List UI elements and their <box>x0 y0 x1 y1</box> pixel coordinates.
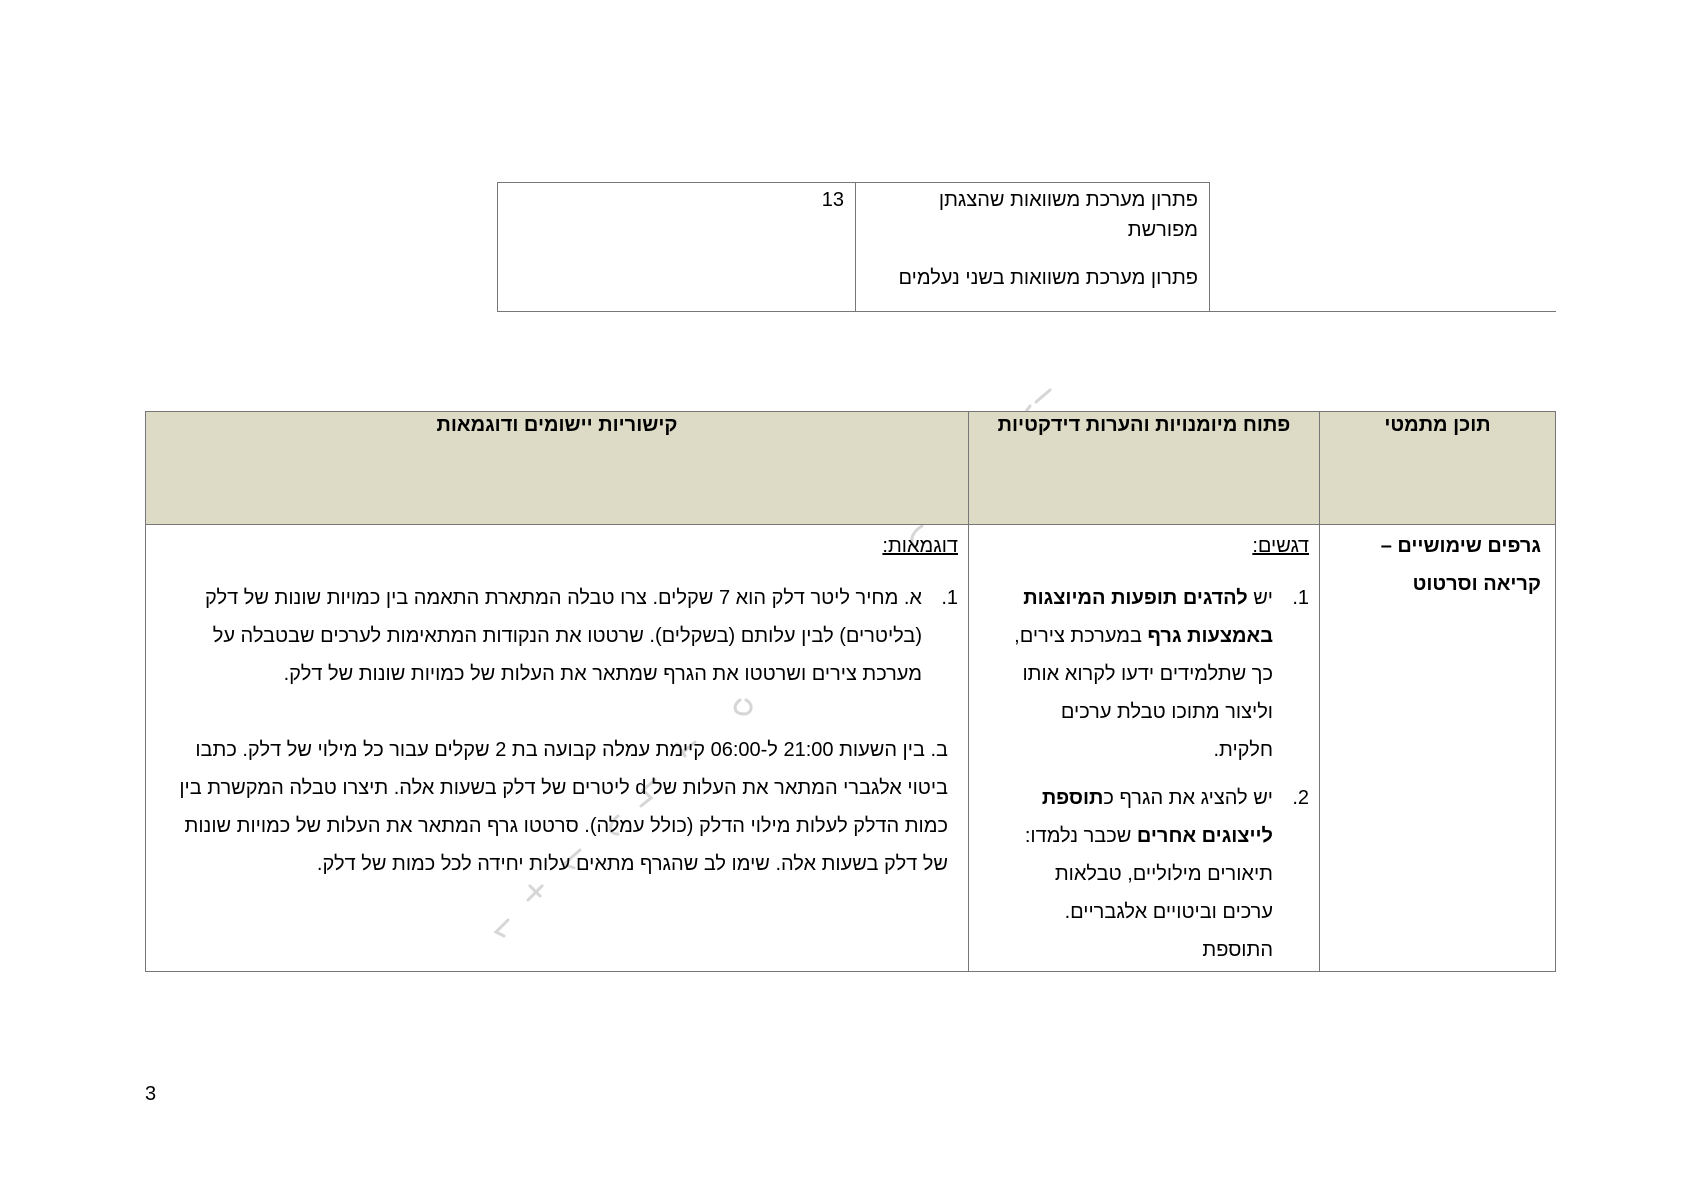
emphasis-1-pre: יש <box>1247 587 1273 609</box>
main-table <box>145 411 1556 972</box>
topic-line-1: פתרון מערכת משוואות שהצגתן <box>938 189 1198 211</box>
emphasis-2-bold: תוספת לייצוגים אחרים <box>1041 787 1273 847</box>
example-a <box>156 579 958 693</box>
emphasis-1-num: 1. <box>1292 587 1309 609</box>
example-a-text: א. מחיר ליטר דלק הוא 7 שקלים. צרו טבלה המתארת התאמה בין כמויות שונות של דלק (בליטרים) לבין עלותם (בשקלים). שרטטו את הנקודות המתאימות לערכים שבטבלה על מערכת צירים ושרטטו את הגרף שמתאר את העלות של כמויות שונות של דלק. <box>204 587 922 685</box>
emphasis-1-bold: להדגים תופעות המיוצגות באמצעות גרף <box>1023 587 1273 647</box>
list-item <box>979 779 1309 969</box>
header-skills: פתוח מיומנויות והערות דידקטיות <box>969 412 1320 525</box>
topic-line-2: מפורשת <box>1127 219 1198 241</box>
top-table-topics-cell <box>856 183 1210 312</box>
header-content: תוכן מתמטי <box>1320 412 1556 525</box>
top-table <box>497 182 1556 312</box>
emphasis-2-pre: יש להציג את הגרף כ <box>1103 787 1273 809</box>
skills-cell <box>969 525 1320 972</box>
list-item <box>979 579 1309 769</box>
content-topic-line-2: קריאה וסרטוט <box>1412 573 1541 595</box>
examples-list <box>156 579 958 883</box>
example-b-text: ב. בין השעות 21:00 ל-06:00 קיימת עמלה קבועה בת 2 שקלים עבור כל מילוי של דלק. כתבו ביטוי אלגברי המתאר את העלות של d ליטרים של דלק בשעות אלה. תיצרו טבלה המקשרת בין כמות הדלק לעלות מילוי הדלק (כולל עמלה). סרטטו גרף המתאר את העלות של כמויות שונות של דלק בשעות אלה. שימו לב שהגרף מתאים עלות יחידה לכל כמות של דלק. <box>179 739 948 875</box>
content-topic-line-1: גרפים שימושיים – <box>1380 535 1541 557</box>
emphasis-1-post: במערכת צירים, כך שתלמידים ידעו לקרוא אותו וליצור מתוכו טבלת ערכים חלקית. <box>1014 625 1273 761</box>
example-b <box>156 731 958 883</box>
example-num: 1. <box>941 587 958 609</box>
top-table-hours-cell <box>498 183 856 312</box>
page-number: 3 <box>145 1083 157 1105</box>
applications-cell <box>146 525 969 972</box>
emphases-list <box>979 579 1309 969</box>
top-table-empty-cell <box>1210 183 1557 312</box>
header-applications: קישוריות יישומים ודוגמאות <box>146 412 969 525</box>
topic-2: פתרון מערכת משוואות בשני נעלמים <box>898 267 1198 289</box>
content-cell <box>1320 525 1556 972</box>
emphasis-2-post: שכבר נלמדו: תיאורים מילוליים, טבלאות ערכים וביטויים אלגבריים. התוספת <box>1024 825 1273 961</box>
emphasis-2-num: 2. <box>1292 787 1309 809</box>
emphases-label: דגשים: <box>1252 535 1309 557</box>
hours-value: 13 <box>821 189 844 211</box>
examples-label: דוגמאות: <box>882 535 958 557</box>
